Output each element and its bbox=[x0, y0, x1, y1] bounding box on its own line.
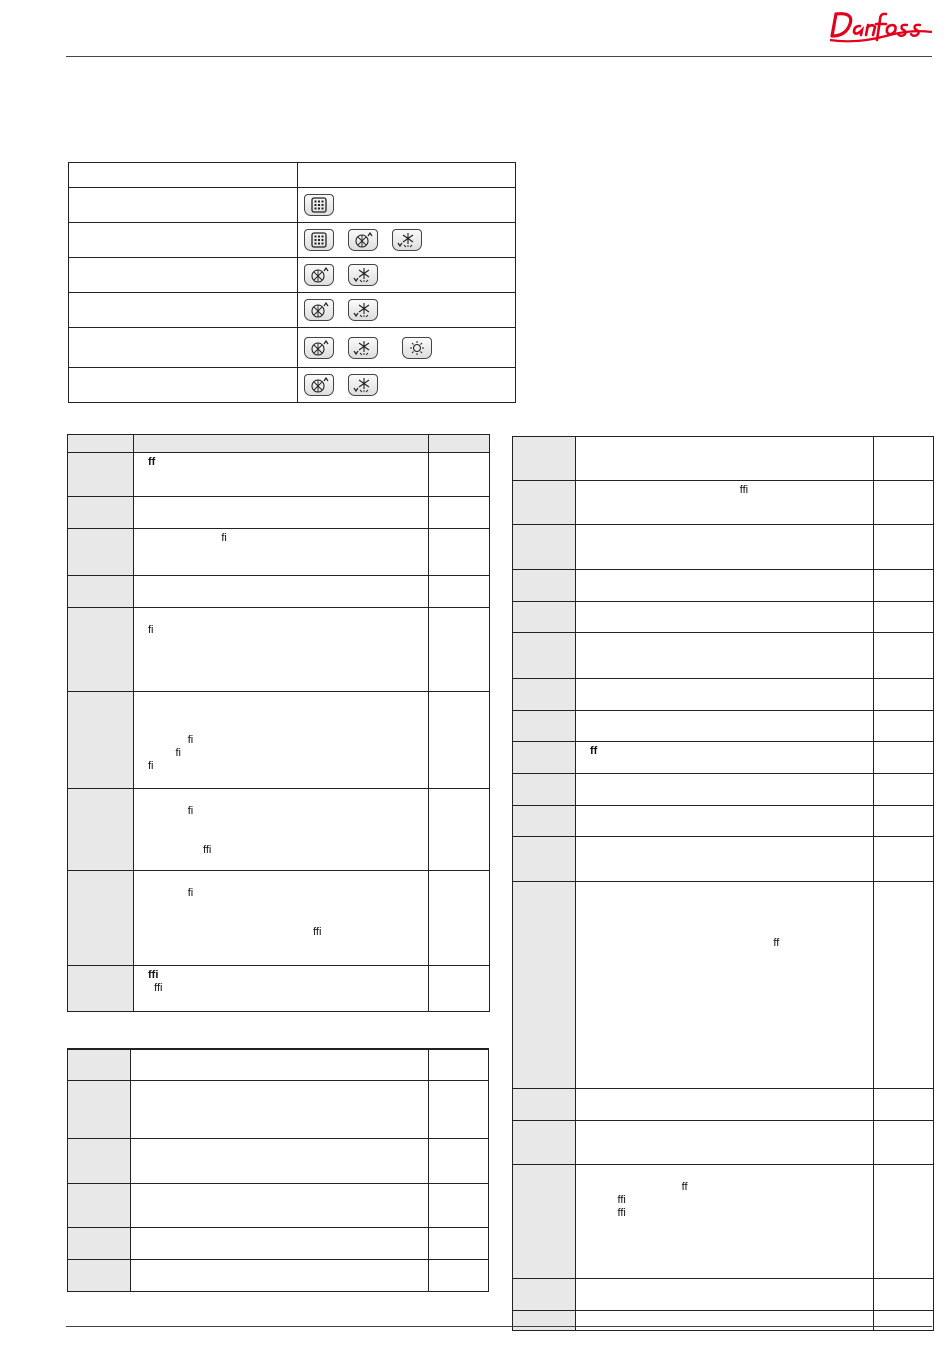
keys-cell bbox=[298, 293, 516, 328]
table-row bbox=[513, 882, 934, 1089]
description-line: ff bbox=[590, 1181, 688, 1193]
description-line: ff bbox=[148, 456, 156, 468]
parameter-code-cell bbox=[513, 481, 576, 525]
snowflake-down-icon bbox=[348, 264, 378, 286]
parameter-code-cell bbox=[68, 692, 134, 789]
key-group bbox=[298, 194, 515, 216]
defrost-up-icon bbox=[304, 299, 334, 321]
description-line bbox=[148, 913, 414, 926]
defrost-up-icon bbox=[348, 229, 378, 251]
key-table-body bbox=[69, 163, 516, 403]
description-cell bbox=[576, 570, 874, 602]
value-cell bbox=[874, 570, 934, 602]
description-line: ffi bbox=[590, 1207, 626, 1219]
key-table-header-row bbox=[69, 163, 516, 188]
table-row bbox=[513, 1089, 934, 1121]
key-table-row bbox=[69, 223, 516, 258]
value-cell bbox=[429, 1260, 489, 1292]
description-cell bbox=[131, 1081, 429, 1139]
table-row bbox=[513, 1311, 934, 1331]
function-cell bbox=[69, 368, 298, 403]
description-cell bbox=[576, 1311, 874, 1331]
table-row bbox=[68, 1228, 489, 1260]
description-line bbox=[148, 792, 414, 805]
description-cell bbox=[134, 871, 429, 966]
value-cell bbox=[874, 837, 934, 882]
description-cell bbox=[134, 789, 429, 871]
description-line bbox=[590, 924, 859, 937]
table-row bbox=[68, 966, 490, 1012]
snowflake-down-icon bbox=[348, 337, 378, 359]
description-cell bbox=[131, 1139, 429, 1184]
description-line bbox=[148, 818, 414, 831]
parameter-code-cell bbox=[68, 529, 134, 576]
value-cell bbox=[874, 774, 934, 806]
key-table-row bbox=[69, 293, 516, 328]
description-cell bbox=[134, 453, 429, 497]
value-cell bbox=[429, 789, 490, 871]
value-cell bbox=[874, 679, 934, 711]
parameter-code-cell bbox=[68, 1049, 131, 1081]
value-cell bbox=[874, 882, 934, 1089]
description-cell bbox=[131, 1184, 429, 1228]
key-group bbox=[298, 229, 515, 251]
value-cell bbox=[874, 1165, 934, 1279]
description-line: ffi bbox=[590, 1194, 626, 1206]
description-line bbox=[148, 611, 414, 624]
description-line: ffi bbox=[590, 484, 749, 496]
description-line bbox=[148, 831, 414, 844]
parameter-code-cell bbox=[513, 882, 576, 1089]
value-cell bbox=[429, 1184, 489, 1228]
table-header-row bbox=[68, 435, 490, 453]
table-row bbox=[68, 497, 490, 529]
keys-cell bbox=[298, 328, 516, 368]
table-row bbox=[68, 692, 490, 789]
description-line bbox=[590, 885, 859, 898]
parameter-code-cell bbox=[68, 966, 134, 1012]
description-cell bbox=[576, 711, 874, 742]
description-line: ff bbox=[590, 937, 780, 949]
value-cell bbox=[429, 1049, 489, 1081]
description-line: ffi bbox=[148, 969, 159, 981]
description-line: ff bbox=[590, 745, 598, 757]
keys-cell bbox=[298, 258, 516, 293]
parameter-table-right bbox=[512, 436, 934, 1331]
description-line: fi bbox=[148, 734, 194, 746]
description-line bbox=[148, 721, 414, 734]
parameter-code-cell bbox=[513, 1121, 576, 1165]
table-row bbox=[513, 806, 934, 837]
description-line: fi bbox=[148, 887, 194, 899]
description-line bbox=[148, 708, 414, 721]
header-cell bbox=[68, 435, 134, 453]
description-cell bbox=[134, 576, 429, 608]
value-cell bbox=[874, 1089, 934, 1121]
table-row bbox=[513, 525, 934, 570]
description-cell bbox=[576, 437, 874, 481]
value-cell bbox=[429, 1139, 489, 1184]
parameter-table-left-2 bbox=[67, 1048, 489, 1292]
description-cell bbox=[576, 1279, 874, 1311]
value-cell bbox=[874, 1279, 934, 1311]
table-row bbox=[513, 437, 934, 481]
table-row bbox=[68, 789, 490, 871]
value-cell bbox=[874, 602, 934, 633]
value-cell bbox=[429, 692, 490, 789]
table-row bbox=[68, 529, 490, 576]
description-cell bbox=[576, 742, 874, 774]
table-row bbox=[68, 871, 490, 966]
parameter-code-cell bbox=[513, 602, 576, 633]
description-cell bbox=[134, 966, 429, 1012]
table-body bbox=[68, 453, 490, 1012]
defrost-up-icon bbox=[304, 264, 334, 286]
function-cell bbox=[69, 293, 298, 328]
description-line bbox=[148, 695, 414, 708]
parameter-code-cell bbox=[513, 742, 576, 774]
description-line: fi bbox=[148, 805, 194, 817]
parameter-table-left-1 bbox=[67, 434, 490, 1012]
description-cell bbox=[576, 882, 874, 1089]
table-row bbox=[513, 742, 934, 774]
table-row bbox=[513, 570, 934, 602]
snowflake-down-icon bbox=[348, 374, 378, 396]
table-row bbox=[68, 608, 490, 692]
key-combination-table bbox=[68, 162, 516, 403]
description-line: ffi bbox=[148, 926, 322, 938]
snowflake-down-icon bbox=[348, 299, 378, 321]
description-line: fi bbox=[148, 532, 227, 544]
value-cell bbox=[874, 525, 934, 570]
keys-cell bbox=[298, 188, 516, 223]
table-row bbox=[68, 1049, 489, 1081]
table-row bbox=[68, 1139, 489, 1184]
keys-cell bbox=[298, 223, 516, 258]
description-cell bbox=[576, 1165, 874, 1279]
description-cell bbox=[576, 806, 874, 837]
value-cell bbox=[874, 481, 934, 525]
value-cell bbox=[429, 576, 490, 608]
header-cell bbox=[134, 435, 429, 453]
keys-cell bbox=[298, 368, 516, 403]
description-line bbox=[590, 898, 859, 911]
function-cell bbox=[69, 223, 298, 258]
table-row bbox=[513, 774, 934, 806]
table-row bbox=[513, 633, 934, 679]
table-row bbox=[68, 1184, 489, 1228]
key-group bbox=[298, 264, 515, 286]
header-cell bbox=[298, 163, 516, 188]
value-cell bbox=[429, 608, 490, 692]
parameter-code-cell bbox=[513, 1165, 576, 1279]
description-line bbox=[590, 1168, 859, 1181]
danfoss-logo bbox=[826, 4, 936, 46]
description-cell bbox=[576, 837, 874, 882]
description-cell bbox=[576, 1089, 874, 1121]
value-cell bbox=[874, 437, 934, 481]
parameter-code-cell bbox=[513, 437, 576, 481]
parameter-code-cell bbox=[68, 576, 134, 608]
table-row bbox=[513, 837, 934, 882]
table-row bbox=[513, 602, 934, 633]
description-cell bbox=[576, 1121, 874, 1165]
value-cell bbox=[874, 1121, 934, 1165]
table-row bbox=[513, 1121, 934, 1165]
header-cell bbox=[69, 163, 298, 188]
description-cell bbox=[576, 525, 874, 570]
parameter-code-cell bbox=[68, 871, 134, 966]
value-cell bbox=[429, 453, 490, 497]
table-row bbox=[513, 1279, 934, 1311]
value-cell bbox=[874, 711, 934, 742]
description-cell bbox=[576, 633, 874, 679]
description-cell bbox=[134, 529, 429, 576]
description-line: fi bbox=[148, 747, 182, 759]
parameter-code-cell bbox=[513, 806, 576, 837]
parameter-code-cell bbox=[513, 1089, 576, 1121]
parameter-code-cell bbox=[68, 1228, 131, 1260]
function-cell bbox=[69, 328, 298, 368]
value-cell bbox=[874, 633, 934, 679]
value-cell bbox=[874, 1311, 934, 1331]
light-icon bbox=[402, 337, 432, 359]
footer-rule bbox=[66, 1326, 932, 1327]
parameter-code-cell bbox=[513, 774, 576, 806]
parameter-code-cell bbox=[513, 525, 576, 570]
description-cell bbox=[134, 692, 429, 789]
function-cell bbox=[69, 188, 298, 223]
defrost-up-icon bbox=[304, 337, 334, 359]
description-line: fi bbox=[148, 760, 154, 772]
value-cell bbox=[429, 966, 490, 1012]
function-cell bbox=[69, 258, 298, 293]
table-body bbox=[68, 1049, 489, 1292]
parameter-code-cell bbox=[68, 789, 134, 871]
key-group bbox=[298, 337, 515, 359]
description-cell bbox=[134, 497, 429, 529]
parameter-code-cell bbox=[513, 837, 576, 882]
parameter-code-cell bbox=[68, 497, 134, 529]
description-line bbox=[148, 900, 414, 913]
parameter-code-cell bbox=[68, 1184, 131, 1228]
description-cell bbox=[131, 1260, 429, 1292]
key-table-row bbox=[69, 328, 516, 368]
parameter-code-cell bbox=[68, 1260, 131, 1292]
parameter-code-cell bbox=[513, 711, 576, 742]
snowflake-down-icon bbox=[392, 229, 422, 251]
description-cell bbox=[131, 1228, 429, 1260]
parameter-code-cell bbox=[68, 1081, 131, 1139]
parameter-code-cell bbox=[513, 1279, 576, 1311]
description-cell bbox=[576, 679, 874, 711]
table-row bbox=[513, 711, 934, 742]
parameter-code-cell bbox=[513, 570, 576, 602]
description-cell bbox=[134, 608, 429, 692]
table-row bbox=[68, 453, 490, 497]
header-cell bbox=[429, 435, 490, 453]
parameter-code-cell bbox=[68, 1139, 131, 1184]
value-cell bbox=[429, 1081, 489, 1139]
key-table-row bbox=[69, 368, 516, 403]
keypad-icon bbox=[304, 194, 334, 216]
description-line: ffi bbox=[148, 844, 212, 856]
description-cell bbox=[576, 602, 874, 633]
defrost-up-icon bbox=[304, 374, 334, 396]
description-line bbox=[590, 911, 859, 924]
key-group bbox=[298, 299, 515, 321]
parameter-code-cell bbox=[513, 633, 576, 679]
value-cell bbox=[429, 1228, 489, 1260]
parameter-code-cell bbox=[513, 679, 576, 711]
description-line: ffi bbox=[148, 982, 163, 994]
key-table-row bbox=[69, 188, 516, 223]
parameter-code-cell bbox=[68, 453, 134, 497]
header-rule bbox=[66, 56, 932, 57]
table-row bbox=[513, 1165, 934, 1279]
description-cell bbox=[576, 481, 874, 525]
description-line: fi bbox=[148, 624, 154, 636]
value-cell bbox=[874, 742, 934, 774]
table-row bbox=[513, 679, 934, 711]
key-table-row bbox=[69, 258, 516, 293]
description-cell bbox=[131, 1049, 429, 1081]
value-cell bbox=[874, 806, 934, 837]
table-row bbox=[68, 1081, 489, 1139]
parameter-code-cell bbox=[68, 608, 134, 692]
description-line bbox=[148, 874, 414, 887]
parameter-code-cell bbox=[513, 1311, 576, 1331]
table-body bbox=[513, 437, 934, 1331]
keypad-icon bbox=[304, 229, 334, 251]
table-row bbox=[513, 481, 934, 525]
value-cell bbox=[429, 497, 490, 529]
table-row bbox=[68, 1260, 489, 1292]
value-cell bbox=[429, 529, 490, 576]
value-cell bbox=[429, 871, 490, 966]
table-row bbox=[68, 576, 490, 608]
description-cell bbox=[576, 774, 874, 806]
key-group bbox=[298, 374, 515, 396]
